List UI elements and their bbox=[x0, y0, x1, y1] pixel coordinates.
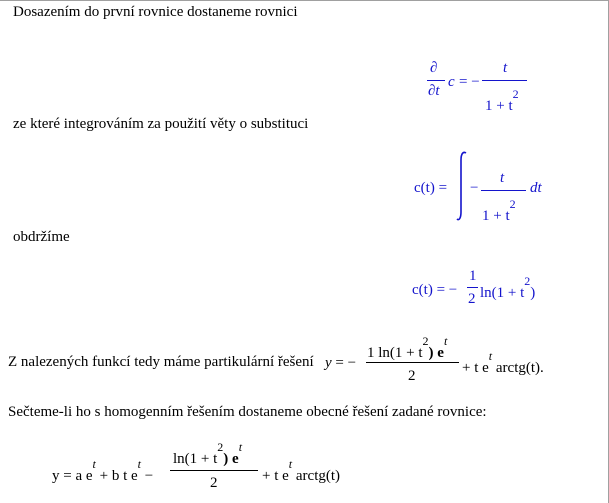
eq2-denominator: $1 + t^2$ bbox=[482, 197, 516, 224]
integral-sign-icon bbox=[455, 150, 469, 222]
eq4-lhs: y = − bbox=[325, 355, 357, 371]
eq3-lhs: c(t) = − bbox=[412, 282, 458, 298]
eq3-fraction-bar bbox=[467, 287, 478, 288]
eq4-numerator: 1 $\ln(1 + t^2)$ $e^t$ bbox=[367, 334, 448, 361]
eq1-c: c bbox=[448, 74, 455, 90]
eq5-lhs: y = a $e^t + b$ t $e^t$ − bbox=[52, 457, 154, 484]
eq4-denominator: 2 bbox=[408, 368, 416, 384]
eq1-left-fraction-bar bbox=[427, 80, 445, 81]
eq3-rhs: $\ln(1 + t^2)$ bbox=[480, 274, 536, 301]
eq5-fraction-bar bbox=[170, 470, 258, 471]
eq1-numerator-partial: ∂ bbox=[430, 60, 438, 76]
eq4-fraction-bar bbox=[366, 362, 459, 363]
eq2-numerator-t: t bbox=[500, 170, 505, 186]
eq1-denominator-partial: ∂t bbox=[428, 83, 440, 99]
paragraph-5: Sečteme-li ho s homogenním řešením dostaneme obecné řešení zadané rovnice: bbox=[8, 404, 487, 420]
eq2-fraction-bar bbox=[481, 190, 526, 191]
paragraph-3: obdržíme bbox=[13, 229, 70, 245]
eq5-numerator: $\ln(1 + t^2)$ $e^t$ bbox=[173, 440, 243, 467]
eq2-minus: − bbox=[470, 180, 479, 196]
eq3-numerator: 1 bbox=[469, 268, 477, 284]
eq2-dt: dt bbox=[530, 180, 542, 196]
eq1-numerator-t: t bbox=[503, 60, 508, 76]
top-border bbox=[0, 0, 609, 1]
eq3-denominator: 2 bbox=[468, 291, 476, 307]
eq1-denominator: $1 + t^2$ bbox=[485, 87, 519, 114]
paragraph-1: Dosazením do první rovnice dostaneme rovnici bbox=[13, 4, 298, 20]
paragraph-4: Z nalezených funkcí tedy máme partikulární řešení bbox=[8, 354, 314, 370]
eq5-denominator: 2 bbox=[210, 475, 218, 491]
eq2-lhs: c(t) = bbox=[414, 180, 448, 196]
eq5-rhs: + t $e^t$ arctg(t) bbox=[262, 457, 341, 484]
eq4-rhs: + t $e^t$ arctg(t). bbox=[462, 349, 544, 376]
paragraph-2: ze které integrováním za použití věty o substituci bbox=[13, 116, 309, 132]
eq1-fraction-bar bbox=[482, 80, 527, 81]
eq1-equals-minus: = − bbox=[459, 74, 480, 90]
